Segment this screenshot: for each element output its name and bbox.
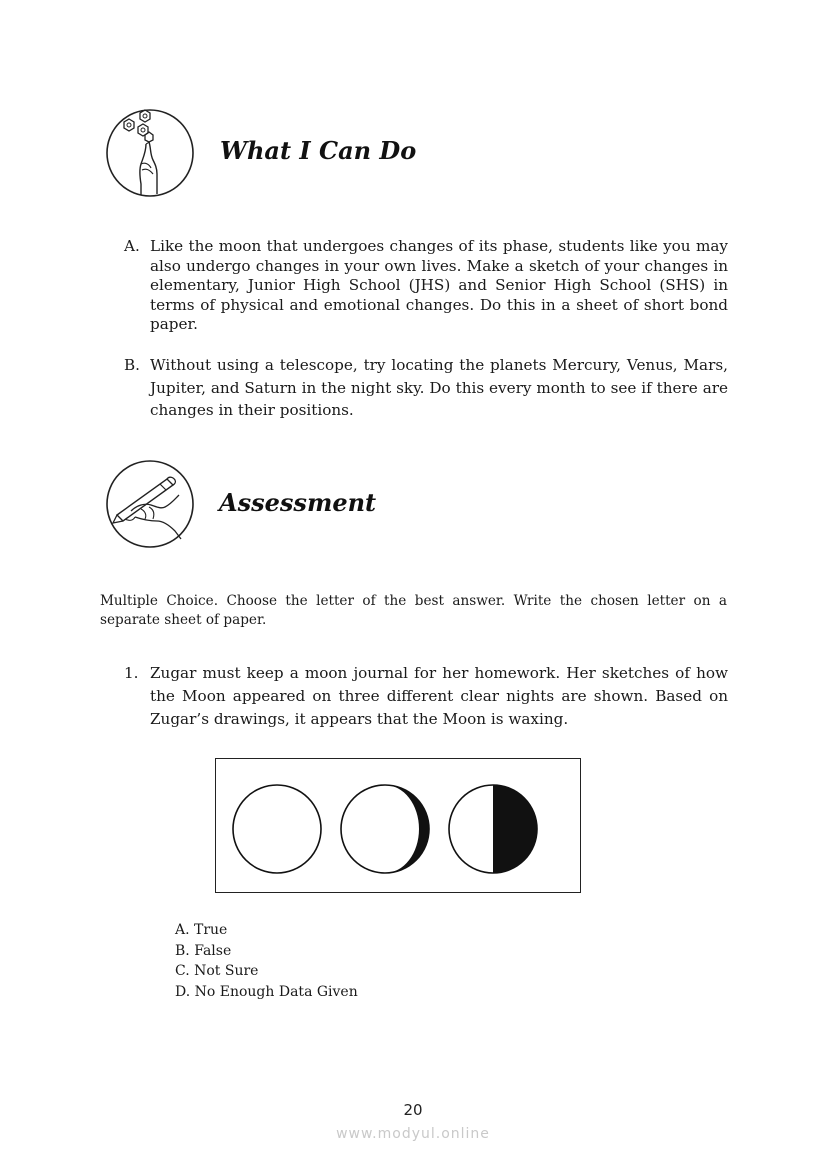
- choice-d: D. No Enough Data Given: [175, 984, 358, 1001]
- moon-sketch-2: [341, 785, 429, 873]
- choice-b: B. False: [175, 942, 232, 959]
- assessment-icon: [105, 459, 195, 549]
- list-item: [124, 354, 728, 422]
- assessment-instructions: Multiple Choice. Choose the letter of the best answer. Write the chosen letter on a separate sheet of paper.: [100, 593, 727, 628]
- what-i-can-do-icon: [105, 108, 195, 198]
- list-item-text: Like the moon that undergoes changes of its phase, students like you may also undergo changes in your own lives. Make a sketch of your changes in elementary, Junior High School (JHS) and Senior High School (SHS) in terms of physical and emotional changes. Do this in a sheet of short bond paper.: [150, 237, 728, 333]
- what-i-can-do-title: What I Can Do: [220, 136, 417, 165]
- choice-a: A. True: [175, 922, 228, 938]
- moon-sketches-figure: [215, 758, 581, 893]
- list-item-marker: A.: [124, 237, 140, 255]
- moon-sketch-3: [449, 785, 537, 873]
- choice-c: C. Not Sure: [175, 963, 259, 980]
- list-item-marker: B.: [124, 356, 140, 374]
- question: [124, 662, 728, 730]
- answer-choices: [175, 920, 358, 1003]
- assessment-title: Assessment: [219, 488, 377, 517]
- list-item: [124, 237, 728, 335]
- moon-sketch-1: [233, 785, 321, 873]
- question-text: Zugar must keep a moon journal for her homework. Her sketches of how the Moon appeared on three different clear nights are shown. Based on Zugar’s drawings, it appears that the Moon is waxing.: [150, 664, 728, 728]
- page-number: 20: [403, 1101, 423, 1119]
- watermark: www.modyul.online: [336, 1126, 490, 1142]
- question-number: 1.: [124, 664, 139, 682]
- list-item-text: Without using a telescope, try locating the planets Mercury, Venus, Mars, Jupiter, and Saturn in the night sky. Do this every month to see if there are changes in their positions.: [150, 356, 728, 419]
